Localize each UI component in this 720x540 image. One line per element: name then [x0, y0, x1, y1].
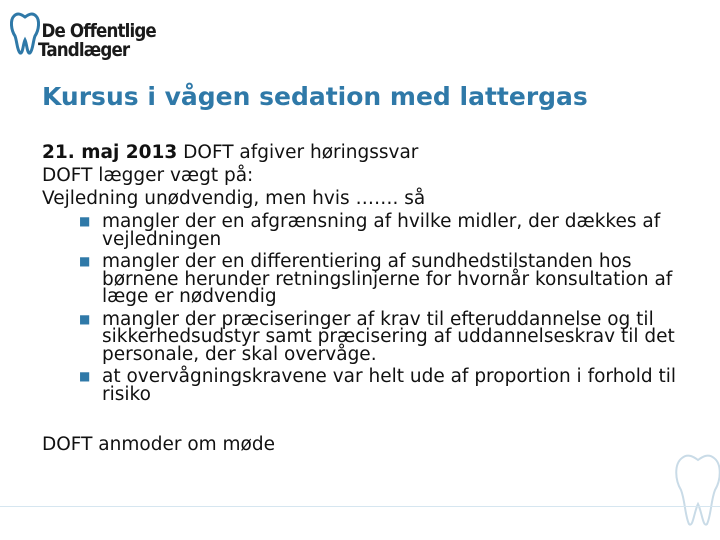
date-line [42, 141, 692, 164]
logo-line-2: Tandlæger [38, 39, 130, 61]
square-bullet-icon: ■ [79, 369, 91, 383]
slide-body [42, 141, 692, 456]
square-bullet-icon: ■ [79, 311, 91, 326]
closing-line: DOFT anmoder om møde [42, 434, 276, 455]
bullet-text: mangler der en afgrænsning af hvilke midler, der dækkes af vejledningen [102, 211, 661, 250]
bullet-item [42, 368, 692, 403]
square-bullet-icon: ■ [79, 214, 91, 228]
footer-divider [0, 506, 720, 507]
date-line-text: DOFT afgiver høringssvar [177, 142, 419, 163]
logo-text [38, 22, 156, 60]
square-bullet-icon: ■ [79, 254, 91, 268]
logo [8, 10, 158, 70]
slide-title: Kursus i vågen sedation med lattergas [42, 82, 588, 111]
emphasis-line: DOFT lægger vægt på: [42, 165, 254, 186]
bullet-item [42, 253, 692, 306]
bullet-list [42, 213, 692, 403]
date: 21. maj 2013 [42, 142, 178, 163]
guidance-line: Vejledning unødvendig, men hvis ……. så [42, 188, 426, 209]
tooth-watermark-icon [672, 452, 720, 532]
bullet-text: mangler der præciseringer af krav til efteruddannelse og til sikkerhedsudstyr samt præcisering af uddannelseskrav til det personale, der skal overvåge. [102, 308, 675, 365]
tooth-icon [8, 10, 42, 56]
bullet-text: mangler der en differentiering af sundhedstilstanden hos børnene herunder retningslinjerne for hvornår konsultation af læge er nødvendig [102, 251, 673, 307]
bullet-text: at overvågningskravene var helt ude af proportion i forhold til risiko [102, 366, 677, 405]
bullet-item [42, 213, 692, 248]
logo-line-1: De Offentlige [41, 20, 156, 42]
bullet-item [42, 308, 692, 365]
